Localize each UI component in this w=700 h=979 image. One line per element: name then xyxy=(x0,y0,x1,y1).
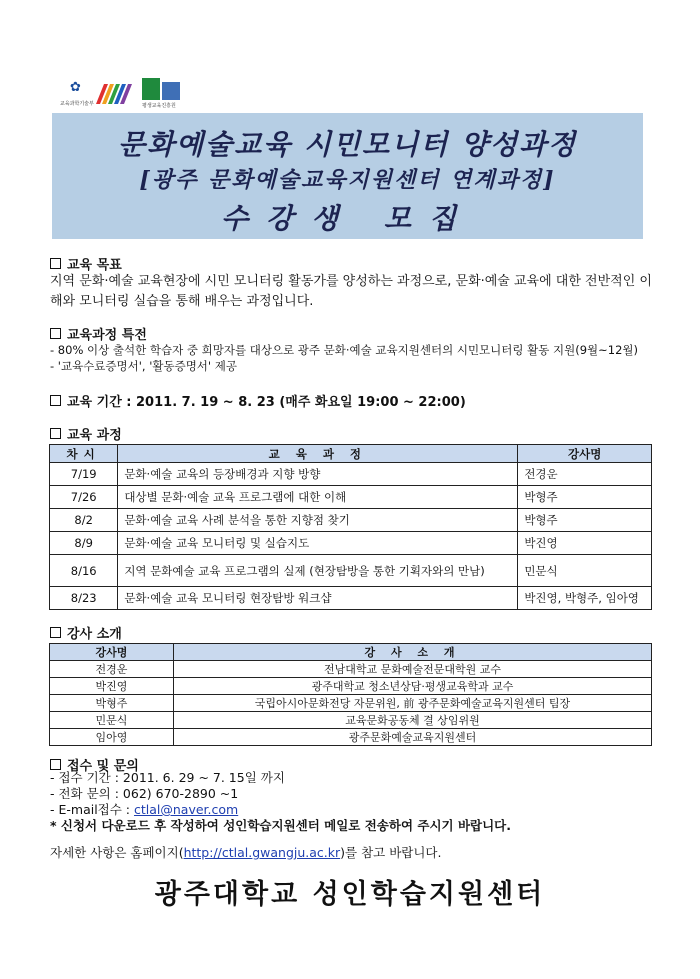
contact-period: - 접수 기간 : 2011. 6. 29 ~ 7. 15일 까지 xyxy=(50,770,285,785)
checkbox-square-icon xyxy=(50,627,61,638)
banner-recruit: 수강생 모집 xyxy=(221,202,474,235)
logo-group xyxy=(60,78,190,110)
table-row xyxy=(50,729,652,746)
more-info-suffix: )를 참고 바랍니다. xyxy=(340,845,442,860)
contact-email-label: - E-mail접수 : xyxy=(50,802,134,817)
instructor-name: 박형주 xyxy=(50,695,174,712)
col-session: 차시 xyxy=(50,445,118,463)
col-intro: 강 사 소 개 xyxy=(174,644,652,661)
more-info-line xyxy=(50,845,660,861)
session-date: 8/16 xyxy=(50,555,118,587)
instructor-name: 박진영 xyxy=(50,678,174,695)
session-instructor: 박진영 xyxy=(518,532,652,555)
benefit-item-1: - 80% 이상 출석한 학습자 중 희망자를 대상으로 광주 문화·예술 교육지원센터의 시민모니터링 활동 지원(9월~12월) xyxy=(50,343,639,357)
session-title: 문화·예술 교육 사례 분석을 통한 지향점 찾기 xyxy=(118,509,518,532)
table-row xyxy=(50,587,652,610)
col-course: 교 육 과 정 xyxy=(118,445,518,463)
institute-logo-caption: 평생교육진흥원 xyxy=(142,103,176,109)
instructor-intro: 교육문화공동체 결 상임위원 xyxy=(174,712,652,729)
contact-heading-text: 접수 및 문의 xyxy=(67,759,139,774)
homepage-link[interactable]: http://ctlal.gwangju.ac.kr xyxy=(183,845,341,860)
session-instructor: 민문식 xyxy=(518,555,652,587)
contact-email-line xyxy=(50,802,660,818)
session-date: 8/9 xyxy=(50,532,118,555)
organization-name: 광주대학교 성인학습지원센터 xyxy=(154,879,546,910)
session-title: 문화·예술 교육 모니터링 현장탐방 워크샵 xyxy=(118,587,518,610)
instructor-intro: 전남대학교 문화예술전문대학원 교수 xyxy=(174,661,652,678)
session-title: 문화·예술 교육의 등장배경과 지향 방향 xyxy=(118,463,518,486)
goal-heading xyxy=(50,254,122,273)
checkbox-square-icon xyxy=(50,759,61,770)
ministry-logo-caption: 교육과학기술부 xyxy=(60,101,94,107)
table-row xyxy=(50,555,652,587)
instructor-intro: 국립아시아문화전당 자문위원, 前 광주문화예술교육지원센터 팀장 xyxy=(174,695,652,712)
table-row xyxy=(50,678,652,695)
instructor-name: 민문식 xyxy=(50,712,174,729)
checkbox-square-icon xyxy=(50,428,61,439)
table-row xyxy=(50,509,652,532)
session-date: 8/2 xyxy=(50,509,118,532)
instructor-table xyxy=(49,643,652,746)
contact-phone: - 전화 문의 : 062) 670-2890 ~1 xyxy=(50,786,239,801)
contact-note: * 신청서 다운로드 후 작성하여 성인학습지원센터 메일로 전송하여 주시기 바랍니다. xyxy=(50,818,512,833)
session-title: 대상별 문화·예술 교육 프로그램에 대한 이해 xyxy=(118,486,518,509)
ministry-emblem-icon: ✿ xyxy=(70,80,81,95)
course-table-header xyxy=(50,445,652,463)
period-text: 교육 기간 : 2011. 7. 19 ~ 8. 23 (매주 화요일 19:00 ~ 22:00) xyxy=(67,395,466,410)
checkbox-square-icon xyxy=(50,395,61,406)
session-instructor: 박형주 xyxy=(518,486,652,509)
instructor-intro: 광주문화예술교육지원센터 xyxy=(174,729,652,746)
col-name: 강사명 xyxy=(50,644,174,661)
session-title: 지역 문화예술 교육 프로그램의 실제 (현장탐방을 통한 기획자와의 만남) xyxy=(118,555,518,587)
institute-logo-block-green xyxy=(142,78,160,100)
instructors-heading xyxy=(50,623,122,642)
institute-logo xyxy=(142,78,188,110)
ministry-logo xyxy=(60,78,94,110)
course-table xyxy=(49,444,652,610)
benefit-item-2: - '교육수료증명서', '활동증명서' 제공 xyxy=(50,359,237,373)
benefits-heading-text: 교육과정 특전 xyxy=(67,328,147,343)
banner-title: 문화예술교육 시민모니터 양성과정 xyxy=(117,128,578,161)
session-date: 7/26 xyxy=(50,486,118,509)
banner-subtitle: [광주 문화예술교육지원센터 연계과정] xyxy=(139,167,556,193)
table-row xyxy=(50,695,652,712)
title-banner xyxy=(52,113,643,239)
session-date: 7/19 xyxy=(50,463,118,486)
course-heading xyxy=(50,424,122,443)
arts-education-logo xyxy=(96,84,134,104)
checkbox-square-icon xyxy=(50,258,61,269)
session-title: 문화·예술 교육 모니터링 및 실습지도 xyxy=(118,532,518,555)
table-row xyxy=(50,532,652,555)
instructor-name: 임아영 xyxy=(50,729,174,746)
table-row xyxy=(50,463,652,486)
table-row xyxy=(50,486,652,509)
checkbox-square-icon xyxy=(50,328,61,339)
session-instructor: 박진영, 박형주, 임아영 xyxy=(518,587,652,610)
instructor-table-header xyxy=(50,644,652,661)
institute-logo-block-blue xyxy=(162,82,180,100)
instructor-intro: 광주대학교 청소년상담·평생교육학과 교수 xyxy=(174,678,652,695)
period-line xyxy=(50,391,466,410)
course-heading-text: 교육 과정 xyxy=(67,428,122,443)
table-row xyxy=(50,712,652,729)
instructor-name: 전경운 xyxy=(50,661,174,678)
instructors-heading-text: 강사 소개 xyxy=(67,627,122,642)
table-row xyxy=(50,661,652,678)
session-date: 8/23 xyxy=(50,587,118,610)
session-instructor: 박형주 xyxy=(518,509,652,532)
goal-heading-text: 교육 목표 xyxy=(67,258,122,273)
col-instructor: 강사명 xyxy=(518,445,652,463)
benefits-heading xyxy=(50,324,147,343)
session-instructor: 전경운 xyxy=(518,463,652,486)
more-info-prefix: 자세한 사항은 홈페이지( xyxy=(50,845,184,860)
goal-text: 지역 문화·예술 교육현장에 시민 모니터링 활동가를 양성하는 과정으로, 문화·예술 교육에 대한 전반적인 이해와 모니터링 실습을 통해 배우는 과정입니다. xyxy=(50,274,652,309)
contact-email-link[interactable]: ctlal@naver.com xyxy=(133,802,239,817)
